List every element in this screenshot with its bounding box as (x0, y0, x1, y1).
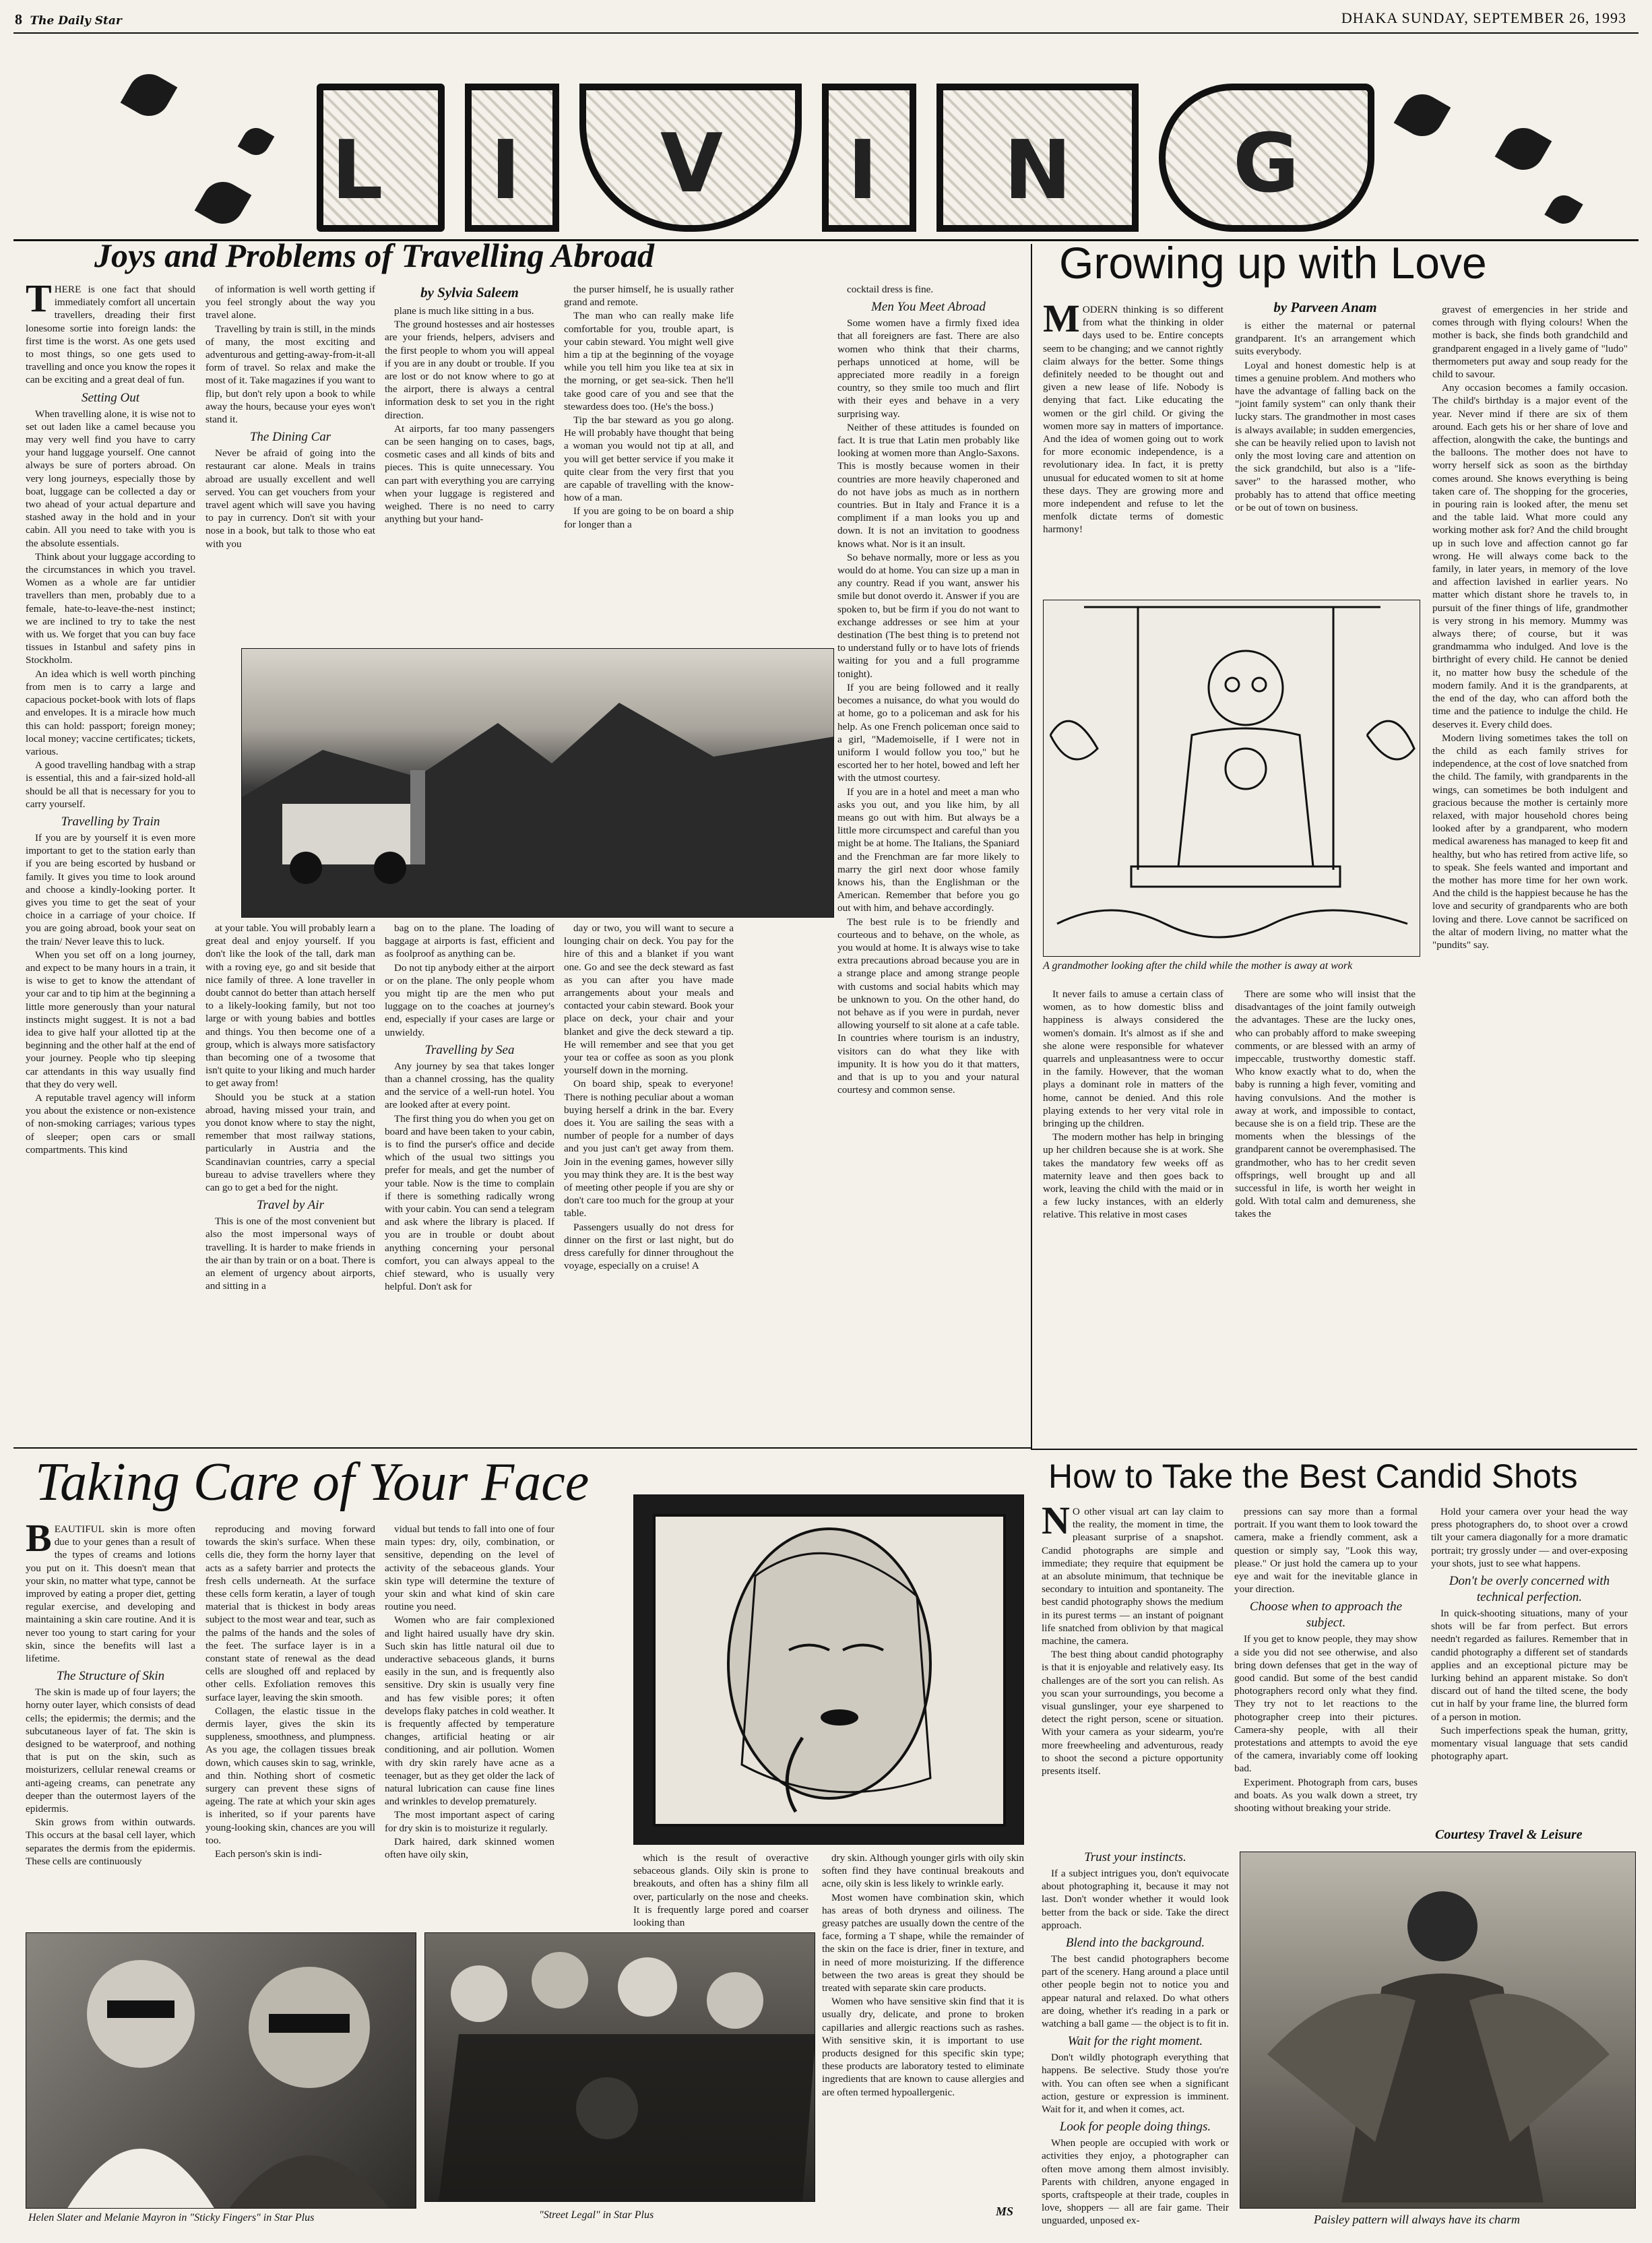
two-women-photo (26, 1933, 416, 2209)
section-letter: G (1159, 84, 1374, 232)
paragraph: dry skin. Although younger girls with oily skin soften find they have continual breakouts and acne, oily skin is less likely to wrinkle early. (822, 1852, 1024, 1890)
paragraph: Loyal and honest domestic help is at times a genuine problem. And mothers who have the advantage of falling back on the "joint family system" can only thank their lucky stars. The grandmother in most cases is always available; in sudden emergencies, she can be heavily relied upon to lavish not only the most loving care and attention on the sick grandchild, but also is a "life-saver" to the harassed mother, who probably has to attend that office meeting or be out of town on business. (1235, 359, 1416, 513)
paragraph: Experiment. Photograph from cars, buses and boats. As you walk down a street, try shooting without breaking your stride. (1234, 1776, 1418, 1814)
subhead: Men You Meet Abroad (871, 300, 986, 315)
dropcap: N (1042, 1505, 1070, 1542)
street-legal-caption: "Street Legal" in Star Plus (539, 2209, 654, 2221)
section-letter: I (465, 84, 559, 232)
travel-col-3 (385, 283, 554, 647)
paragraph: O other visual art can lay claim to the reality, the moment in time, the pleasant surprise of a snapshot. Candid photographs are simple and immediate; they require that equipment be at an absolute minimum, that technique be secondary to intuition and spontaneity. The best candid photography shows the medium in its purest terms — an instant of poignant life snatched from oblivion by that magical machine, the camera. (1042, 1506, 1224, 1647)
travel-col-4 (564, 283, 734, 647)
paragraph: HERE is one fact that should immediately comfort all uncertain travellers, dreading their first lonesome sortie into foreign lands: the first time is the worst. As one gets used to most things, so one gets used to travelling and once you know the ropes it can be exciting and a great deal of fun. (26, 284, 195, 386)
paragraph: gravest of emergencies in her stride and comes through with flying colours! When the mother is back, she finds both grandchild and grandparent engaged in a lively game of "ludo" thermometers put away and soup ready for the child to savour. (1432, 304, 1628, 381)
paragraph: Some women have a firmly fixed idea that all foreigners are fast. There are also women who think that their charms, perhaps unnoticed at home, will be appreciated more readily in a foreign country, so they smile too much and flirt with their eyes and behave in a very surprising way. (837, 317, 1019, 420)
paragraph: Travelling by train is still, in the minds of many, the most exciting and adventurous and getting-away-from-it-all form of travel. So relax and make the most of it. Take magazines if you want to flip, but don't rely upon a book to while away the hours, because your eyes won't stand it. (205, 323, 375, 426)
paragraph: reproducing and moving forward towards the skin's surface. When these cells die, they form the horny layer that acts as a safety barrier and protects the fresh cells underneath. At the surface these cells form keratin, a layer of tough material that is thickest in body areas subject to the most wear and tear, such as the palms of the hands and the soles of the feet. The surface layer is in a constant state of renewal as the dead cells are sloughed off and replaced by other cells. Exfoliation removes this surface layer, leaving the skin smooth. (205, 1523, 375, 1703)
travel-col-1-body (26, 283, 195, 1156)
paragraph: at your table. You will probably learn a great deal and enjoy yourself. If you don't like the look of the tall, dark man with a roving eye, go and sit beside that nice family of three. A lone traveller in doubt cannot do better than attach herself to a likely-looking family, but not too large or with young babies and bottles and things. You then become one of a group, which is always more satisfactory than becoming one of a twosome that isn't quite to your liking and much harder to get away from! (205, 922, 375, 1089)
paragraph: The best rule is to be friendly and courteous and to behave, on the whole, as you would at home. It is always wise to take extra precautions abroad because you are in a strange place and among strange people with customs and social habits which may be unknown to you. On the other hand, do not behave as if you were in purdah, never allowing yourself to sit alone at a cafe table. In countries where tourism is an industry, visitors can do what they like with impunity. It is how you do it that matters, and that is up to you and your natural courtesy and common sense. (837, 916, 1019, 1096)
grandmother-illustration (1043, 600, 1420, 957)
paragraph: Neither of these attitudes is founded on fact. It is true that Latin men probably like looking at women more than Anglo-Saxons. This is mostly because women in their countries are more heavily chaperoned and do not have jobs as much as in northern countries. But in Italy and France it is a compliment if a man looks you up and down. It is not an invitation to goodness knows what. Nor is it an insult. (837, 421, 1019, 550)
byline: by Parveen Anam (1273, 299, 1377, 315)
section-letter: I (822, 84, 916, 232)
face-col-2 (205, 1523, 375, 1920)
subhead: Wait for the right moment. (1067, 2034, 1203, 2049)
section-letter: N (936, 84, 1139, 232)
sticky-fingers-caption: Helen Slater and Melanie Mayron in "Sticky Fingers" in Star Plus (28, 2212, 315, 2223)
candid-col-3 (1431, 1505, 1628, 1829)
paragraph: In quick-shooting situations, many of your shots will be far from perfect. But errors needn't regarded as failures. Remember that in candid photography a different set of standards applies and an exceptional picture may be lurking behind an apparent mistake. So don't discard out of hand the tilted scene, the body cut in half by your frame line, the blurred form of a person in motion. (1431, 1608, 1628, 1723)
paragraph: If you get to know people, they may show a side you did not see otherwise, and also bring down defenses that get in the way of good candid. But some of the best candid photographers record only what they find. They try not to let reactions to the photographer creep into their pictures. Camera-shy people, with all their protestations and attempts to avoid the eye of the camera, invariably come off looking bad. (1234, 1633, 1418, 1775)
section-rule (1031, 1449, 1637, 1450)
woman-face-drawing (634, 1495, 1024, 1845)
paragraph: The man who can really make life comfortable for you, trouble apart, is your cabin steward. You might well give him a tip at the beginning of the voyage while you tell him you like tea at six in the morning, or get sea-sick. Then he'll take good care of you and see that the stewardess does too. (He's the boss.) (564, 310, 734, 412)
paragraph: There are some who will insist that the disadvantages of the joint family outweigh the advantages. These are the lucky ones, who can probably afford to make sweeping comments, or are blessed with an army of impeccable, trustworthy domestic staff. Who know exactly what to do, when the baby is running a high fever, vomiting and having convulsions. And the mother is away at work, and impossible to contact, because she is on a field trip. These are the moments when the blessings of the grandparent cannot be overemphasised. The grandmother, who has to her credit seven offsprings, well brought up and all successful in life, is worth her weight in gold. With total calm and demureness, she takes the (1235, 988, 1416, 1220)
paragraph: ODERN thinking is so different from what the thinking in older days used to be. Entire concepts seem to be changing; and we cannot rightly claim always for the better. Some things definitely needed to be thought out and given a new lease of life. Nobody is denying that fact. Like educating the women or the girl child. Or giving the women more say in matters of importance. And the idea of women going out to work for more economic independence, is a revolutionary idea. In fact, it is pretty unusual for educated women to sit at home these days. They are growing more and more independent and refuse to let the menfolk dictate terms of domestic harmony! (1043, 304, 1224, 536)
paragraph: plane is much like sitting in a bus. (394, 305, 534, 317)
group-cast-photo (425, 1933, 815, 2202)
leaf-ornament-icon (195, 175, 252, 232)
travel-col-1 (26, 283, 195, 1442)
headline-travel: Joys and Problems of Travelling Abroad (94, 236, 655, 274)
sticky-fingers-photo (26, 1932, 416, 2209)
section-rule (13, 1447, 1032, 1449)
paragraph: pressions can say more than a formal portrait. If you want them to look toward the camera, make a friendly comment, ask a question or simply say, "Look this way, please." Or just hold the camera up to your eye and wait for the inevitable glance in your direction. (1234, 1506, 1418, 1596)
face-col-1 (26, 1523, 195, 1920)
subhead: Trust your instincts. (1084, 1850, 1186, 1864)
paisley-photo (1240, 1852, 1636, 2209)
courtesy-credit: Courtesy Travel & Leisure (1435, 1827, 1583, 1842)
top-rule (13, 32, 1639, 34)
paragraph: When you set off on a long journey, and expect to be many hours in a train, it is wise to get to know the attendant of your car and to tip him at the beginning a little more generously than your natural instincts might suggest. It is not a bad idea to give half your allotted tip at the beginning and the other half at the end of your journey. People who tip sleeping car attendants in this way usually find that they do very well. (26, 949, 195, 1090)
face-col-4 (633, 1852, 808, 1932)
paragraph: Collagen, the elastic tissue in the dermis layer, gives the skin its suppleness, smoothness, and plumpness. As you age, the collagen tissues break down, which causes skin to sag, wrinkle, and thin. Nothing short of cosmetic surgery can prevent these signs of ageing. The rate at which your skin ages is inherited, so if your parents have young-looking skin, chances are you will too. (205, 1705, 375, 1846)
candid-col-2 (1234, 1505, 1418, 1842)
subhead: Travelling by Train (61, 814, 160, 829)
paragraph: On board ship, speak to everyone! There is nothing peculiar about a woman buying herself a drink in the bar. Every does it. You are sailing the seas with a number of people for a number of days and you just can't get away from them. Join in the evening games, however silly you may think they are. It is the best way of meeting other people if you are shy or don't care too much for the group at your table. (564, 1078, 734, 1220)
leaf-ornament-icon (121, 67, 178, 124)
paragraph: A good travelling handbag with a strap is essential, this and a fair-sized hold-all should be all that is necessary for you to carry yourself. (26, 759, 195, 810)
paragraph: Such imperfections speak the human, gritty, momentary visual language that sets candid photography apart. (1431, 1724, 1628, 1763)
subhead: Look for people doing things. (1059, 2120, 1211, 2135)
paragraph: When people are occupied with work or activities they enjoy, a photographer can often move among them almost invisibly. Parents with children, anyone engaged in sports, craftspeople at their trade, couples in love, shoppers — all are fair game. Their unguarded, unposed ex- (1042, 2137, 1229, 2227)
paragraph: Think about your luggage according to the circumstances in which you travel. Women as a whole are far untidier travellers than men, probably due to a female, hate-to-leave-the-nest instinct; we are inclined to try to take the nest with us. We forget that you can buy face tissues in Istanbul and safety pins in Stockholm. (26, 550, 195, 666)
paragraph: The best thing about candid photography is that it is enjoyable and relatively easy. Its challenges are of the sort you can relish. As you scan your surroundings, you become a visual gunslinger, your eye sharpened to detect the right person, scene or situation. With your camera as your sidearm, you're more freewheeling and adventurous, ready to shoot the second a picture opportunity presents itself. (1042, 1649, 1224, 1777)
paragraph: If you are in a hotel and meet a man who asks you out, and you like him, by all means go out with him. But always be a little more circumspect and careful than you might be at home. The Italians, the Spaniard and the Frenchman are far more likely to marry the girl next door whose family knows his, than the Englishman or the American. Remember that before you go out with him, and behave accordingly. (837, 786, 1019, 914)
section-letter: L (317, 84, 445, 232)
subhead: The Structure of Skin (56, 1669, 165, 1684)
face-illustration (633, 1494, 1024, 1845)
love-bottom-col-1 (1043, 988, 1224, 1446)
paragraph: This is one of the most convenient but also the most impersonal ways of travelling. It is harder to make friends in the air than by train or on a boat. There is an element of urgency about airports, and sitting in a (205, 1215, 375, 1292)
paragraph: Any occasion becomes a family occasion. The child's birthday is a major event of the year. Never mind if there are six of them around. Each gets his or her share of love and affection, alongwith the cake, the buntings and the balloons. The mother does not have to worry herself sick as soon as the birthday comes around. She knows everything is being taken care of. The shopping for the groceries, in pouring rain is looked after, the menu set and the table laid. What more could any working mother ask for? And the child brought up in such love and affection cannot go far wrong. He will always come back to the family, in later years, in memory of the love and affection lavished in earlier years. No matter which distant shore he travels to, in pursuit of the finer things of life, grandmother is very strong in his memory. Mummy was always there; of course, but it was grandmamma who indulged. And love is the birthright of every child. He cannot be denied it, no matter how busy the schedule of the modern family. And it is the grandparents, at the end of the day, who can afford both the time and the patience to indulge the child. He deserves it. Every child does. (1432, 382, 1628, 730)
paragraph: bag on to the plane. The loading of baggage at airports is fast, efficient and as foolproof as anything can be. (385, 922, 554, 960)
paragraph: Dark haired, dark skinned women often have oily skin, (385, 1835, 554, 1861)
paisley-model-photo (1240, 1852, 1636, 2209)
paragraph: Hold your camera over your head the way press photographers do, to shoot over a crowd tilt your camera diagonally for a more dramatic portrait; try grossly under — and over-exposing your shots, just to see what happens. (1431, 1506, 1628, 1569)
paragraph: Tip the bar steward as you go along. He will probably have thought that being a woman you would not tip at all, and you will get better service if you make it quite clear from the very first that you are capable of travelling with the know-how of a man. (564, 414, 734, 504)
paragraph: The ground hostesses and air hostesses are your friends, helpers, advisers and the first people to whom you will appeal if you are in any doubt or trouble. If you are lost or do not know where to go at the airport, there is always a central information desk to set you in the right direction. (385, 319, 554, 421)
paragraph: Most women have combination skin, which has areas of both dryness and oiliness. The greasy patches are usually down the centre of the face, forming a T shape, while the remainder of the skin on the face is drier, finer in texture, and in need of more moisturizing. If the difference between the two areas is great they should be treated with separate skin care products. (822, 1891, 1024, 1994)
section-letter: V (579, 84, 802, 232)
paragraph: An idea which is well worth pinching from men is to carry a large and capacious pocket-book with lots of flaps and envelopes. It is a miracle how much this can hold: passport; foreign money; local money; vaccine certificates; tickets, various. (26, 668, 195, 757)
leaf-ornament-icon (238, 123, 275, 160)
travel-col-2 (205, 283, 375, 647)
dropcap: T (26, 283, 52, 320)
paragraph: Women who have sensitive skin find that it is usually dry, delicate, and prone to broken capillaries and allergic reactions such as rashes. With sensitive skin, it is important to use products designed for this specific skin type; these products are laboratory tested to eliminate ingredients that are known to cause allergies and are often termed hypoallergenic. (822, 1996, 1024, 2098)
subhead: Travel by Air (257, 1198, 324, 1213)
paragraph: Modern living sometimes takes the toll on the child as each family strives for independence, at the cost of love snatched from the child. The family, with grandparents in the wings, can sometimes be both indulgent and gracious because the mother is certainly more relaxed, with major household chores being looked after by a grandparent, who modern medical awareness has managed to keep fit and healthy, but who has retired from active life, so to speak. She feels wanted and important and the mother has more time for her own work. And the child is the happiest because he has the love and security of grandparents who are both loving and there. Love cannot be sacrificed on the altar of modern living, no matter what the "pundits" say. (1432, 732, 1628, 951)
paisley-caption: Paisley pattern will always have its charm (1314, 2213, 1520, 2226)
paragraph: The skin is made up of four layers; the horny outer layer, which consists of dead cells; the epidermis; the dermis; and the subcutaneous layer of fat. The skin is designed to be waterproof, and nothing that is put on the skin, such as moisturizers, cellular renewal creams or anti-ageing creams, can penetrate any deeper than the outermost layers of the epidermis. (26, 1686, 195, 1815)
paragraph: of information is well worth getting if you feel strongly about the way you travel alone. (205, 284, 375, 321)
paragraph: If you are going to be on board a ship for longer than a (564, 505, 734, 530)
headline-face: Taking Care of Your Face (35, 1453, 590, 1512)
paragraph: Do not tip anybody either at the airport or on the plane. The only people whom you might tip are the men who put luggage on to the coaches at journey's end, especially if your cases are large or unwieldy. (385, 961, 554, 1038)
byline: by Sylvia Saleem (420, 284, 519, 301)
paper-name: The Daily Star (30, 14, 122, 28)
paragraph: is either the maternal or paternal grandparent. It's an arrangement which suits everybody. (1235, 320, 1416, 358)
face-col-5 (822, 1852, 1024, 2221)
travel-photo (241, 648, 834, 918)
page-label: 8 The Daily Star (15, 11, 122, 28)
paragraph: At airports, far too many passengers can be seen hanging on to cases, bags, cosmetic cases and all kinds of bits and pieces. This is quite unnecessary. You can part with everything you are carrying when your luggage is registered and weighed. There is no need to carry anything but your hand- (385, 422, 554, 526)
mountain-car-photo (242, 649, 834, 918)
paragraph: Should you be stuck at a station abroad, having missed your train, and you donot know where to stay the night, remember that most railway stations, particularly in Austria and the Scandinavian countries, carry a special bureau to advise travellers where they can go to get a bed for the night. (205, 1091, 375, 1194)
travel-bottom-col-3 (385, 922, 554, 1441)
leaf-ornament-icon (1495, 121, 1552, 178)
love-col-3 (1432, 303, 1628, 1496)
paragraph: If a subject intrigues you, don't equivocate about photographing it, because it may not last. Don't wonder whether it would look better from the back or side. Take the direct approach. (1042, 1868, 1229, 1931)
leaf-ornament-icon (1544, 190, 1583, 228)
paragraph: A reputable travel agency will inform you about the existence or non-existence of non-smoking carriages; various types of sleeper; open cars or small compartments. This kind (26, 1092, 195, 1156)
paragraph: Skin grows from within outwards. This occurs at the basal cell layer, which separates the dermis from the epidermis. These cells are continuously (26, 1816, 195, 1867)
subhead: Travelling by Sea (424, 1042, 515, 1057)
swing-drawing (1044, 600, 1420, 957)
paragraph: Each person's skin is indi- (215, 1848, 322, 1860)
subhead: Don't be overly concerned with technical perfection. (1449, 1574, 1610, 1605)
paragraph: It never fails to amuse a certain class of women, as to how domestic bliss and happiness is always considered the women's domain. It's almost as if she and she alone were responsible for whatever quarrels and unpleasantness were to occur in the family. However, that the woman plays a dominant role in matters of the home, cannot be denied. And this role playing extends to her very vital role in bringing up the children. (1043, 988, 1224, 1130)
face-col-3 (385, 1523, 554, 1920)
paragraph: vidual but tends to fall into one of four main types: dry, oily, combination, or sensitive, depending on the level of activity of the sebaceous glands. Your skin type will determine the texture of your skin and what kind of skin care routine you need. (385, 1523, 554, 1613)
love-bottom-col-2 (1235, 988, 1416, 1446)
dateline: DHAKA SUNDAY, SEPTEMBER 26, 1993 (1341, 9, 1626, 26)
paragraph: Don't wildly photograph everything that happens. Be selective. Study those you're with. You can often see when a significant action, gesture or expression is imminent. Wait for it, and when it comes, act. (1042, 2052, 1229, 2116)
paragraph: Passengers usually do not dress for dinner on the first or last night, but do dress carefully for dinner throughout the voyage, especially on a cruise! A (564, 1221, 734, 1272)
paragraph: EAUTIFUL skin is more often due to your genes than a result of the types of creams and lotions you put on it. This doesn't mean that your skin, no matter what type, cannot be improved by eating a proper diet, getting regular exercise, and developing and maintaining a skin care routine. And it is never too young to start caring for your skin, since the benefits will last a lifetime. (26, 1523, 195, 1665)
paragraph: The modern mother has help in bringing up her children because she is at work. She takes the mandatory few weeks off as maternity leave and then goes back to work, leaving the child with the maid or in a few lucky instances, with an elderly relative. This relative in most cases (1043, 1131, 1224, 1221)
paragraph: The most important aspect of caring for dry skin is to moisturize it regularly. (385, 1809, 554, 1834)
travel-bottom-col-2 (205, 922, 375, 1441)
headline-candid: How to Take the Best Candid Shots (1048, 1457, 1578, 1495)
travel-bottom-col-4 (564, 922, 734, 1441)
column-rule (1031, 244, 1032, 1450)
paragraph: If you are by yourself it is even more important to get to the station early than if you are being escorted by husband or family. It gives you time to look around and choose a kindly-looking porter. It gives you time to get the seat of your choice in a carriage of your choice. If you are going abroad, book your seat on the train/ Never leave this to luck. (26, 831, 195, 947)
paragraph: The first thing you do when you get on board and have been taken to your cabin, is to find the purser's office and decide which of the usual two sittings you prefer for meals, and get the number of your table. Now is the time to complain if there is something radically wrong with your cabin. You can send a telegram and ask where the library is placed. If you are in trouble or doubt about anything concerning your personal comfort, you can always appeal to the chief steward, who is usually very helpful. Don't ask for (385, 1112, 554, 1293)
paragraph: The best candid photographers become part of the scenery. Hang around a place until other people begin not to notice you and appear natural and relaxed. Do what others are doing, whether it's reading in a park or watching a ball game — the object is to fit in. (1042, 1953, 1229, 2030)
paragraph: day or two, you will want to secure a lounging chair on deck. You pay for the hire of this and a blanket if you want one. Go and see the deck steward as fast as you can after you have made arrangements about your meals and contacted your cabin steward. Book your place on deck, your chair and your blanket and give the deck steward a tip. He will remember and see that you get your tea or coffee as soon as you plonk yourself down in the morning. (564, 922, 734, 1077)
paragraph: Any journey by sea that takes longer than a channel crossing, has the quality and the service of a well-run hotel. You are looked after at every point. (385, 1060, 554, 1111)
subhead: Setting Out (81, 390, 140, 405)
subhead: Blend into the background. (1065, 1936, 1205, 1951)
subhead: Choose when to approach the subject. (1249, 1600, 1403, 1631)
paragraph: So behave normally, more or less as you would do at home. You can size up a man in any country. Read if you want, answer his smile but donot overdo it. Answer if you are spoken to, but be firm if you do not want to exchange addresses or see him at your destination (The best thing is to pretend not to understand fully or to have lots of friends waiting for you and a full programme tonight). (837, 551, 1019, 680)
love-caption: A grandmother looking after the child while the mother is away at work (1043, 960, 1353, 972)
subhead: The Dining Car (249, 430, 331, 445)
headline-love: Growing up with Love (1059, 238, 1487, 288)
paragraph: cocktail dress is fine. (847, 284, 934, 295)
dropcap: M (1043, 303, 1080, 340)
candid-lower-col (1042, 1846, 1229, 2237)
signoff: MS (996, 2205, 1014, 2218)
paragraph: Women who are fair complexioned and light haired usually have dry skin. Such skin has little natural oil due to underactive sebaceous glands, it burns easily in the sun, and is frequently also sensitive. Dry skin is usually very fine and has few visible pores; it often develops flaky patches in cold weather. It is frequently affected by temperature changes, artificial heating or air conditioning, and air pollution. Women with dry skin rarely have acne as a teenager, but as they get older the lack of natural lubrication can cause fine lines and wrinkles to develop prematurely. (385, 1614, 554, 1808)
paragraph: When travelling alone, it is wise not to set out laden like a camel because you may very well find you have to carry your hand luggage yourself. One cannot always be sure of porters abroad. On very long journeys, especially those by boat, luggage can be collected a day or two ahead of your actual departure and stashed away in the hold and in your cabin. All you need to take with you is the absolute essentials. (26, 408, 195, 549)
street-legal-photo (424, 1932, 815, 2202)
dropcap: B (26, 1523, 52, 1560)
paragraph: which is the result of overactive sebaceous glands. Oily skin is prone to breakouts, and often has a shiny film all over, particularly on the nose and cheeks. It is frequently large pored and coarser looking than (633, 1852, 808, 1929)
leaf-ornament-icon (1394, 87, 1451, 144)
paragraph: If you are being followed and it really becomes a nuisance, do what you would do at home, go to a policeman and ask for his help. As one French policeman once said to a girl, "Mademoiselle, if I were not in uniform I would follow you too," but he escorted her to her hotel, bowed and left her with the utmost courtesy. (837, 681, 1019, 784)
paragraph: Never be afraid of going into the restaurant car alone. Meals in trains abroad are usually excellent and well served. You can get vouchers from your travel agent which will save you having to pay in currency. Don't sit with your nose in a book, but talk to those who eat with you (205, 447, 375, 550)
paragraph: the purser himself, he is usually rather grand and remote. (564, 284, 734, 309)
